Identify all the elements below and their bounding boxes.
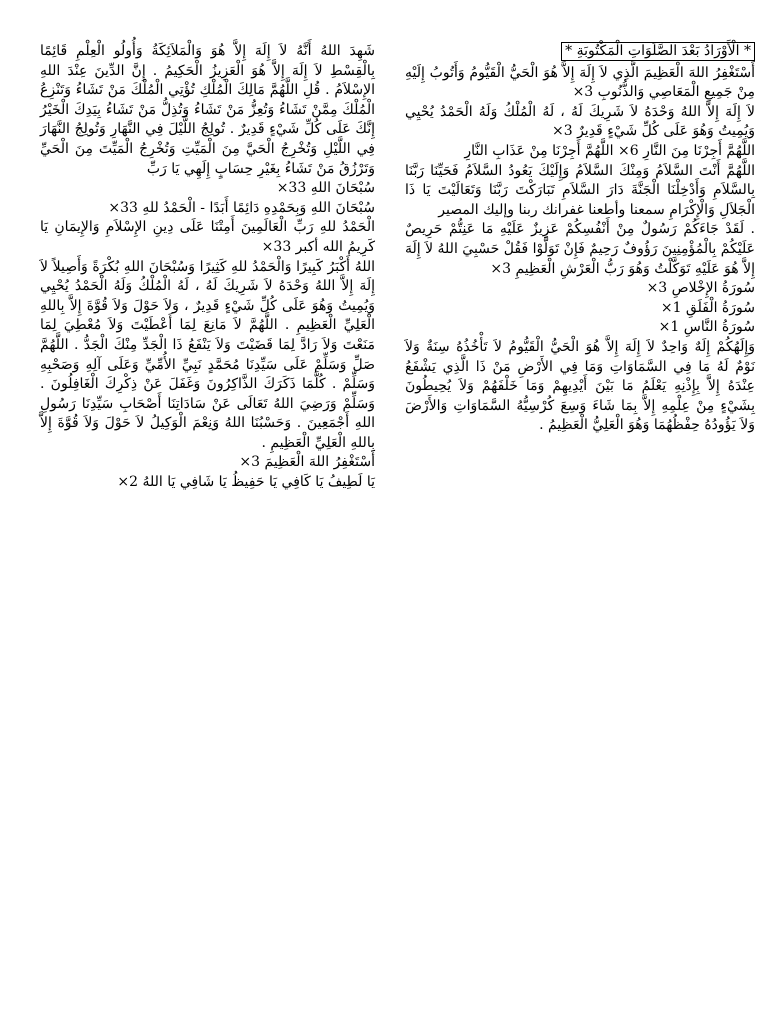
boxed-title: * الْأَوْرَادُ بَعْدَ الصَّلَوَاتِ الْمَكْتُوبَةِ * bbox=[561, 42, 755, 61]
left-column bbox=[40, 42, 375, 493]
surah-falaq-line: سُورَةُ الْفَلَقِ 1× bbox=[660, 299, 755, 316]
ayat-kursi-paragraph: وَإِلَهُكُمْ إِلَهٌ وَاحِدٌ لاَ إِلَهَ إِلاَّ هُوَ الْحَيُّ الْقَيُّومُ لاَ تَأْخُذُهُ سِنَةٌ وَلاَ نَوْمٌ لَهُ مَا فِي السَّمَاوَاتِ وَمَا فِي الأَرْضِ مَنْ ذَا الَّذِي يَشْفَعُ عِنْدَهُ إِلاَّ بِإِذْنِهِ يَعْلَمُ مَا بَيْنَ أَيْدِيهِمْ وَمَا خَلْفَهُمْ وَلاَ يُحِيطُونَ بِشَيْءٍ مِنْ عِلْمِهِ إِلاَّ بِمَا شَاءَ وَسِعَ كُرْسِيُّهُ السَّمَاوَاتِ وَالأَرْضَ وَلاَ يَؤُودُهُ حِفْظُهُمَا وَهُوَ الْعَلِيُّ الْعَظِيمُ . bbox=[405, 338, 755, 434]
ya-latif-line: يَا لَطِيفُ يَا كَافِي يَا حَفِيظُ يَا شَافِي يَا اللهُ 2× bbox=[117, 474, 375, 491]
hamd-line: سُبْحَانَ اللهِ وَبِحَمْدِهِ دَائِمًا أَبَدًا - الْحَمْدُ للهِ 33× bbox=[108, 199, 375, 216]
takbir-paragraph: اللهُ أَكْبَرُ كَبِيرًا وَالْحَمْدُ للهِ كَثِيرًا وَسُبْحَانَ اللهِ بُكْرَةً وَأَصِيلاً لاَ إِلَهَ إِلاَّ اللهُ وَحْدَهُ لاَ شَرِيكَ لَهُ ، لَهُ الْمُلْكُ وَلَهُ الْحَمْدُ يُحْيِي وَيُمِيتُ وَهُوَ عَلَى كُلِّ شَيْءٍ قَدِيرٌ ، وَلاَ حَوْلَ وَلاَ قُوَّةَ إِلاَّ بِاللهِ الْعَلِيِّ الْعَظِيمِ . اللَّهُمَّ لاَ مَانِعَ لِمَا أَعْطَيْتَ وَلاَ مُعْطِيَ لِمَا مَنَعْتَ وَلاَ رَادَّ لِمَا قَضَيْتَ وَلاَ يَنْفَعُ ذَا الْجَدِّ مِنْكَ الْجَدُّ . اللَّهُمَّ صَلِّ وَسَلِّمْ عَلَى سَيِّدِنَا مُحَمَّدٍ نَبِيِّ الأُمِّيِّ وَعَلَى آلِهِ وَصَحْبِهِ وَسَلِّمْ . كُلَّمَا ذَكَرَكَ الذَّاكِرُونَ وَغَفَلَ عَنْ ذِكْرِكَ الْغَافِلُونَ . وَسَلِّمْ وَرَضِيَ اللهُ تَعَالَى عَنْ سَادَاتِنَا أَصْحَابِ سَيِّدِنَا رَسُولِ اللهِ أَجْمَعِينَ . وَحَسْبُنَا اللهُ وَنِعْمَ الْوَكِيلُ لاَ حَوْلَ وَلاَ قُوَّةَ إِلاَّ بِاللهِ الْعَلِيِّ الْعَظِيمِ . bbox=[40, 258, 375, 451]
tahlil-paragraph: لاَ إِلَهَ إِلاَّ اللهُ وَحْدَهُ لاَ شَرِيكَ لَهُ ، لَهُ الْمُلْكُ وَلَهُ الْحَمْدُ يُحْيِي وَيُمِيتُ وَهُوَ عَلَى كُلِّ شَيْءٍ قَدِيرٌ 3× bbox=[405, 103, 755, 140]
astaghfirullah-line: أَسْتَغْفِرُ اللهَ الْعَظِيمَ 3× bbox=[239, 454, 375, 471]
shahida-paragraph: شَهِدَ اللهُ أَنَّهُ لاَ إِلَهَ إِلاَّ هُوَ وَالْمَلاَئِكَةُ وَأُولُو الْعِلْمِ قَائِمًا بِالْقِسْطِ لاَ إِلَهَ إِلاَّ هُوَ الْعَزِيزُ الْحَكِيمُ . إِنَّ الدِّينَ عِنْدَ اللهِ الإِسْلاَمُ . قُلِ اللَّهُمَّ مَالِكَ الْمُلْكِ تُؤْتِي الْمُلْكَ مَنْ تَشَاءُ وَتَنْزِعُ الْمُلْكَ مِمَّنْ تَشَاءُ وَتُعِزُّ مَنْ تَشَاءُ وَتُذِلُّ مَنْ تَشَاءُ بِيَدِكَ الْخَيْرُ إِنَّكَ عَلَى كُلِّ شَيْءٍ قَدِيرٌ . تُولِجُ اللَّيْلَ فِي النَّهَارِ وَتُولِجُ النَّهَارَ فِي اللَّيْلِ وَتُخْرِجُ الْحَيَّ مِنَ الْمَيِّتِ وَتُخْرِجُ الْمَيِّتَ مِنَ الْحَيِّ وَتَرْزُقُ مَنْ تَشَاءُ بِغَيْرِ حِسَابٍ إِلَهِي يَا رَبِّ bbox=[40, 43, 375, 177]
ajirna-paragraph: اللَّهُمَّ أَجِرْنَا مِنَ النَّارِ 6× اللَّهُمَّ أَجِرْنَا مِنْ عَذَابِ النَّارِ bbox=[464, 142, 755, 159]
right-column bbox=[405, 42, 755, 436]
alhamdulillah-paragraph: الْحَمْدُ للهِ رَبِّ الْعَالَمِينَ أَمِتْنَا عَلَى دِينِ الإِسْلاَمِ وَالإِيمَانِ يَا كَرِيمُ الله أكبر 33× bbox=[40, 219, 375, 255]
title-wrapper bbox=[405, 42, 755, 62]
surah-ikhlas-line: سُورَةُ الإِخْلاصِ 3× bbox=[646, 280, 755, 297]
surah-nas-line: سُورَةُ النَّاسِ 1× bbox=[658, 319, 755, 336]
laqad-jaakum-paragraph: . لَقَدْ جَاءَكُمْ رَسُولٌ مِنْ أَنْفُسِكُمْ عَزِيزٌ عَلَيْهِ مَا عَنِتُّمْ حَرِيصٌ عَلَيْكُمْ بِالْمُؤْمِنِينَ رَؤُوفٌ رَحِيمٌ فَإِنْ تَوَلَّوْا فَقُلْ حَسْبِيَ اللهُ لاَ إِلَهَ إِلاَّ هُوَ عَلَيْهِ تَوَكَّلْتُ وَهُوَ رَبُّ الْعَرْشِ الْعَظِيمِ 3× bbox=[405, 221, 755, 277]
subhanallah-line: سُبْحَانَ اللهِ 33× bbox=[276, 180, 375, 197]
salam-paragraph: اللَّهُمَّ أَنْتَ السَّلاَمُ وَمِنْكَ السَّلاَمُ وَإِلَيْكَ يَعُودُ السَّلاَمُ فَحَيِّنَا رَبَّنَا بِالسَّلاَمِ وَأَدْخِلْنَا الْجَنَّةَ دَارَ السَّلاَمِ تَبَارَكْتَ رَبَّنَا وَتَعَالَيْتَ يَا ذَا الْجَلاَلِ وَالْإِكْرَامِ سمعنا وأطعنا غفرانك ربنا وإليك المصير bbox=[405, 162, 755, 218]
istighfar-paragraph: أَسْتَغْفِرُ اللهَ الْعَظِيمَ الَّذِي لاَ إِلَهَ إِلاَّ هُوَ الْحَيُّ الْقَيُّومُ وَأَتُوبُ إِلَيْهِ مِنْ جَمِيعِ الْمَعَاصِي وَالذُّنُوبِ 3× bbox=[405, 64, 755, 101]
